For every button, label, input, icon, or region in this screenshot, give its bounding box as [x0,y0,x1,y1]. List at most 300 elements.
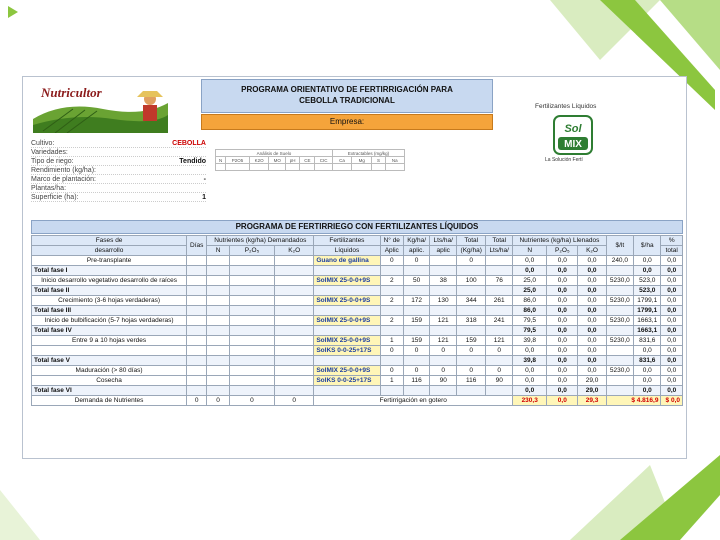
cell-kgap: 0 [404,366,430,376]
cell-tlt: 0 [486,366,513,376]
crop-info-label: Variedades: [31,149,68,156]
cell-pct: 0,0 [661,336,683,346]
cell-dias [187,376,207,386]
soil-col-value[interactable] [385,164,404,171]
cell-k [275,276,314,286]
cell-fert [314,326,380,336]
cell-nK: 0,0 [578,366,606,376]
col-p2o5-2: P₂O₅ [547,246,578,256]
cell-apl: 0 [380,256,404,266]
cell-n [207,336,229,346]
brand-caption: Fertilizantes Líquidos [535,103,597,110]
col-total-pct: total [661,246,683,256]
farmer-logo-icon [33,79,168,133]
cell-tkg [457,356,486,366]
cell-plt [606,306,633,316]
cell-tkg [457,266,486,276]
cell-p [229,366,274,376]
cell-tlt: 241 [486,316,513,326]
cell-pha: 523,0 [634,276,661,286]
cell-tkg: 318 [457,316,486,326]
col-desarrollo: desarrollo [32,246,187,256]
table-row [32,346,683,356]
cell-n [207,356,229,366]
fertirrigation-label [314,396,513,406]
cell-kgap: 172 [404,296,430,306]
crop-info [31,139,206,202]
cell-n [207,286,229,296]
cell-n [207,276,229,286]
cell-k [275,336,314,346]
fertirrigation-k: 29,3 [578,396,606,406]
col-nutr-demand: Nutrientes (kg/ha) Demandados [207,236,314,246]
cell-ltap: 0 [430,366,457,376]
cell-nN: 86,0 [513,306,547,316]
cell-tkg: 344 [457,296,486,306]
cell-fase: Maduración (> 80 días) [32,366,187,376]
cell-fert: SolMIX 25-0-0+9S [314,296,380,306]
corner-decoration-bottom-right [560,455,720,540]
cell-tlt [486,306,513,316]
demand-p: 0 [229,396,274,406]
soil-col-header: pH [286,157,300,164]
crop-info-label: Superficie (ha): [31,194,79,201]
program-title-line2: CEBOLLA TRADICIONAL [299,96,395,105]
cell-nP: 0,0 [547,286,578,296]
cell-plt [606,356,633,366]
col-aplic2: aplic. [404,246,430,256]
cell-tkg: 116 [457,376,486,386]
cell-ltap: 121 [430,336,457,346]
cell-p [229,346,274,356]
cell-pha: 0,0 [634,386,661,396]
cell-apl [380,286,404,296]
cell-pct: 0,0 [661,316,683,326]
fertirrigation-cost: $ 4.816,9 [606,396,661,406]
cell-k [275,306,314,316]
cell-nP: 0,0 [547,316,578,326]
cell-pct: 0,0 [661,326,683,336]
cell-p [229,296,274,306]
table-row [32,296,683,306]
cell-k [275,326,314,336]
cell-p [229,276,274,286]
col-kg-ha2: (Kg/ha) [457,246,486,256]
soil-col-value[interactable] [300,164,315,171]
cell-tlt [486,266,513,276]
cell-apl: 0 [380,366,404,376]
col-k2o: K₂O [275,246,314,256]
cell-p [229,316,274,326]
cell-fase: Total fase I [32,266,187,276]
cell-apl [380,326,404,336]
phase-total-row [32,286,683,296]
cell-plt [606,346,633,356]
cell-kgap: 0 [404,346,430,356]
cell-ltap [430,386,457,396]
fertirrigation-program-title: PROGRAMA DE FERTIRRIEGO CON FERTILIZANTES LÍQUIDOS [31,220,683,234]
col-fertilizantes: Fertilizantes [314,236,380,246]
cell-pct: 0,0 [661,386,683,396]
cell-apl: 2 [380,276,404,286]
svg-text:Sol: Sol [564,123,582,135]
cell-pct: 0,0 [661,306,683,316]
cell-p [229,386,274,396]
cell-dias [187,266,207,276]
cell-fase: Entre 9 a 10 hojas verdes [32,336,187,346]
cell-nK: 0,0 [578,256,606,266]
cell-pha: 0,0 [634,376,661,386]
cell-nP: 0,0 [547,376,578,386]
cell-nP: 0,0 [547,356,578,366]
cell-fert: SolMIX 25-0-0+9S [314,336,380,346]
col-kg-ha: Kg/ha/ [404,236,430,246]
cell-nP: 0,0 [547,276,578,286]
col-lts-ha2: Lts/ha/ [486,246,513,256]
cell-n [207,326,229,336]
crop-info-row [31,175,206,184]
cell-nP: 0,0 [547,306,578,316]
demand-label: Demanda de Nutrientes [32,396,187,406]
cell-nP: 0,0 [547,266,578,276]
col-n2: N [513,246,547,256]
col-n-de: N° de [380,236,404,246]
cell-dias [187,386,207,396]
soil-col-header: CIC [315,157,333,164]
cell-fert: SolMIX 25-0-0+9S [314,316,380,326]
cell-tkg [457,326,486,336]
cell-dias [187,316,207,326]
cell-kgap: 0 [404,256,430,266]
cell-fert: Guano de gallina [314,256,380,266]
crop-info-row [31,166,206,175]
col-n: N [207,246,229,256]
cell-apl: 1 [380,376,404,386]
cell-nP: 0,0 [547,256,578,266]
cell-fase: Total fase VI [32,386,187,396]
soil-col-header: MO [269,157,286,164]
cell-ltap: 90 [430,376,457,386]
spreadsheet [22,76,687,459]
cell-dias [187,366,207,376]
cell-pct: 0,0 [661,276,683,286]
col-nutr-aport: Nutrientes (kg/ha) Llenados [513,236,606,246]
cell-nN: 25,0 [513,286,547,296]
cell-apl: 1 [380,336,404,346]
cell-fert: SolKS 0-0-25+17S [314,346,380,356]
phase-total-row [32,326,683,336]
logo-text: Nutricultor [41,85,102,100]
cell-ltap: 121 [430,316,457,326]
brand-tagline: La Solución Fertí [545,157,583,163]
cell-nK: 0,0 [578,266,606,276]
cell-fert [314,386,380,396]
company-field[interactable] [201,114,493,130]
cell-fert [314,266,380,276]
cell-ltap [430,326,457,336]
cell-kgap: 159 [404,336,430,346]
cell-p [229,266,274,276]
soil-title-extract: Extractables (mg/kg) [332,150,404,157]
cell-pha: 831,6 [634,356,661,366]
soil-col-header: Ca [332,157,351,164]
cell-nN: 79,5 [513,316,547,326]
cell-fase [32,346,187,356]
cell-fert [314,356,380,366]
cell-fase: Crecimiento (3-6 hojas verdaderas) [32,296,187,306]
cell-nN: 39,8 [513,336,547,346]
cell-k [275,256,314,266]
cell-tkg: 0 [457,366,486,376]
cell-nK: 0,0 [578,336,606,346]
cell-fase: Inicio de bulbificación (5-7 hojas verdaderas) [32,316,187,326]
fertirrigation-table [31,235,683,406]
cell-ltap: 38 [430,276,457,286]
cell-nK: 0,0 [578,306,606,316]
soil-col-value[interactable] [249,164,269,171]
col-pct: % [661,236,683,246]
crop-info-value[interactable]: CEBOLLA [172,140,206,147]
cell-nN: 86,0 [513,296,547,306]
cell-pha: 1663,1 [634,316,661,326]
cell-plt [606,326,633,336]
soil-analysis [215,149,405,177]
fertirrigation-label2: en gotero [419,397,447,404]
cell-n [207,306,229,316]
cell-nP: 0,0 [547,346,578,356]
cell-kgap [404,286,430,296]
col-lts-ha: Lts/ha/ [430,236,457,246]
cell-apl: 2 [380,316,404,326]
cell-pha: 0,0 [634,266,661,276]
cell-nK: 0,0 [578,286,606,296]
cell-tlt [486,286,513,296]
corner-decoration-bottom-left [0,470,60,540]
cell-pha: 1799,1 [634,296,661,306]
cell-kgap: 116 [404,376,430,386]
cell-k [275,386,314,396]
crop-info-row [31,184,206,193]
col-precio-ha: $/ha [634,236,661,256]
cell-nP: 0,0 [547,386,578,396]
cell-nN: 0,0 [513,386,547,396]
cell-fase: Cosecha [32,376,187,386]
cell-k [275,316,314,326]
cell-nN: 39,8 [513,356,547,366]
cell-tlt [486,326,513,336]
cell-nK: 0,0 [578,276,606,286]
table-row [32,276,683,286]
cell-dias [187,336,207,346]
cell-apl [380,356,404,366]
cell-dias [187,256,207,266]
cell-pct: 0,0 [661,356,683,366]
cell-fert: SolMIX 25-0-0+9S [314,366,380,376]
cell-nN: 0,0 [513,256,547,266]
cell-nP: 0,0 [547,336,578,346]
cell-plt: 5230,0 [606,296,633,306]
cell-k [275,366,314,376]
cell-k [275,376,314,386]
cell-dias [187,326,207,336]
soil-col-header: S [372,157,385,164]
cell-n [207,346,229,356]
cell-n [207,386,229,396]
cell-fert: SolMIX 25-0-0+9S [314,276,380,286]
col-precio-lt: $/lt [606,236,633,256]
cell-tkg: 159 [457,336,486,346]
cell-fase: Pre-transplante [32,256,187,266]
soil-col-header: P2O5 [226,157,250,164]
cell-n [207,316,229,326]
demand-extra: 0 [187,396,207,406]
col-aplic3: aplic [430,246,457,256]
cell-dias [187,346,207,356]
cell-dias [187,356,207,366]
soil-col-value[interactable] [216,164,226,171]
col-k2o-2: K₂O [578,246,606,256]
cell-pha: 1663,1 [634,326,661,336]
cell-ltap [430,306,457,316]
cell-apl [380,386,404,396]
table-row [32,256,683,266]
cell-fase: Total fase IV [32,326,187,336]
demand-k: 0 [275,396,314,406]
fertirrigation-cost2: $ 0,0 [661,396,683,406]
cell-p [229,356,274,366]
cell-k [275,346,314,356]
cell-ltap [430,356,457,366]
cell-pha: 0,0 [634,256,661,266]
cell-p [229,306,274,316]
cell-nN: 0,0 [513,266,547,276]
cell-k [275,266,314,276]
crop-info-row [31,139,206,148]
crop-info-label: Plantas/ha: [31,185,67,192]
fertirrigation-n: 230,3 [513,396,547,406]
soil-title: Análisis de Suelo [216,150,333,157]
phase-total-row [32,306,683,316]
cell-p [229,336,274,346]
cell-tlt [486,356,513,366]
cell-pha: 0,0 [634,346,661,356]
cell-pct: 0,0 [661,366,683,376]
crop-info-value[interactable]: 1 [202,194,206,201]
soil-col-header: Na [385,157,404,164]
soil-col-value[interactable] [315,164,333,171]
cell-kgap [404,306,430,316]
crop-info-row [31,157,206,166]
soil-col-header: Mg [352,157,372,164]
fertirrigation-label1: Fertirrigación [379,397,418,404]
cell-ltap [430,286,457,296]
cell-nN: 0,0 [513,366,547,376]
cell-kgap: 50 [404,276,430,286]
cell-nN: 0,0 [513,346,547,356]
cell-pct: 0,0 [661,296,683,306]
cell-pct: 0,0 [661,266,683,276]
cell-dias [187,286,207,296]
crop-info-label: Tipo de riego: [31,158,74,165]
soil-col-value[interactable] [286,164,300,171]
cell-fert [314,306,380,316]
cell-pct: 0,0 [661,256,683,266]
cell-nK: 0,0 [578,356,606,366]
crop-info-row [31,148,206,157]
cell-tlt [486,386,513,396]
cell-kgap [404,326,430,336]
cell-nK: 29,0 [578,376,606,386]
cell-apl: 2 [380,296,404,306]
cell-apl: 0 [380,346,404,356]
cell-nN: 25,0 [513,276,547,286]
program-title-line1: PROGRAMA ORIENTATIVO DE FERTIRRIGACIÓN PARA [241,85,453,94]
col-total1: Total [457,236,486,246]
col-total2: Total [486,236,513,246]
cell-k [275,296,314,306]
cell-tkg [457,286,486,296]
cell-tlt: 76 [486,276,513,286]
crop-info-value[interactable]: - [203,176,206,183]
cell-nK: 0,0 [578,316,606,326]
cell-plt [606,386,633,396]
cell-n [207,296,229,306]
cell-plt [606,286,633,296]
cell-pha: 0,0 [634,366,661,376]
cell-plt [606,266,633,276]
cell-fase: Total fase V [32,356,187,366]
soil-col-value[interactable] [269,164,286,171]
cell-kgap [404,386,430,396]
phase-total-row [32,266,683,276]
cell-fase: Total fase II [32,286,187,296]
cell-pct: 0,0 [661,286,683,296]
cell-tlt: 121 [486,336,513,346]
cell-nN: 79,5 [513,326,547,336]
cell-ltap: 0 [430,346,457,356]
cell-fert: SolKS 0-0-25+17S [314,376,380,386]
cell-n [207,366,229,376]
soil-col-header: CE [300,157,315,164]
soil-col-value[interactable] [372,164,385,171]
cell-pha: 523,0 [634,286,661,296]
cell-tkg: 0 [457,346,486,356]
cell-pct: 0,0 [661,376,683,386]
soil-col-value[interactable] [352,164,372,171]
crop-info-label: Marco de plantación: [31,176,96,183]
cell-apl [380,306,404,316]
crop-info-label: Cultivo: [31,140,55,147]
arrow-icon [8,6,18,18]
crop-info-label: Rendimiento (kg/ha): [31,167,96,174]
cell-tlt: 261 [486,296,513,306]
col-dias: Días [187,236,207,256]
cell-plt: 5230,0 [606,316,633,326]
soil-col-value[interactable] [226,164,250,171]
table-row [32,316,683,326]
cell-p [229,326,274,336]
cell-tkg: 100 [457,276,486,286]
cell-fase: Inicio desarrollo vegetativo desarrollo de raíces [32,276,187,286]
cell-nK: 0,0 [578,296,606,306]
soil-col-header: K2O [249,157,269,164]
program-title [201,79,493,113]
col-fases: Fases de [32,236,187,246]
crop-info-value[interactable]: Tendido [179,158,206,165]
cell-tkg [457,306,486,316]
cell-kgap [404,356,430,366]
soil-col-value[interactable] [332,164,351,171]
